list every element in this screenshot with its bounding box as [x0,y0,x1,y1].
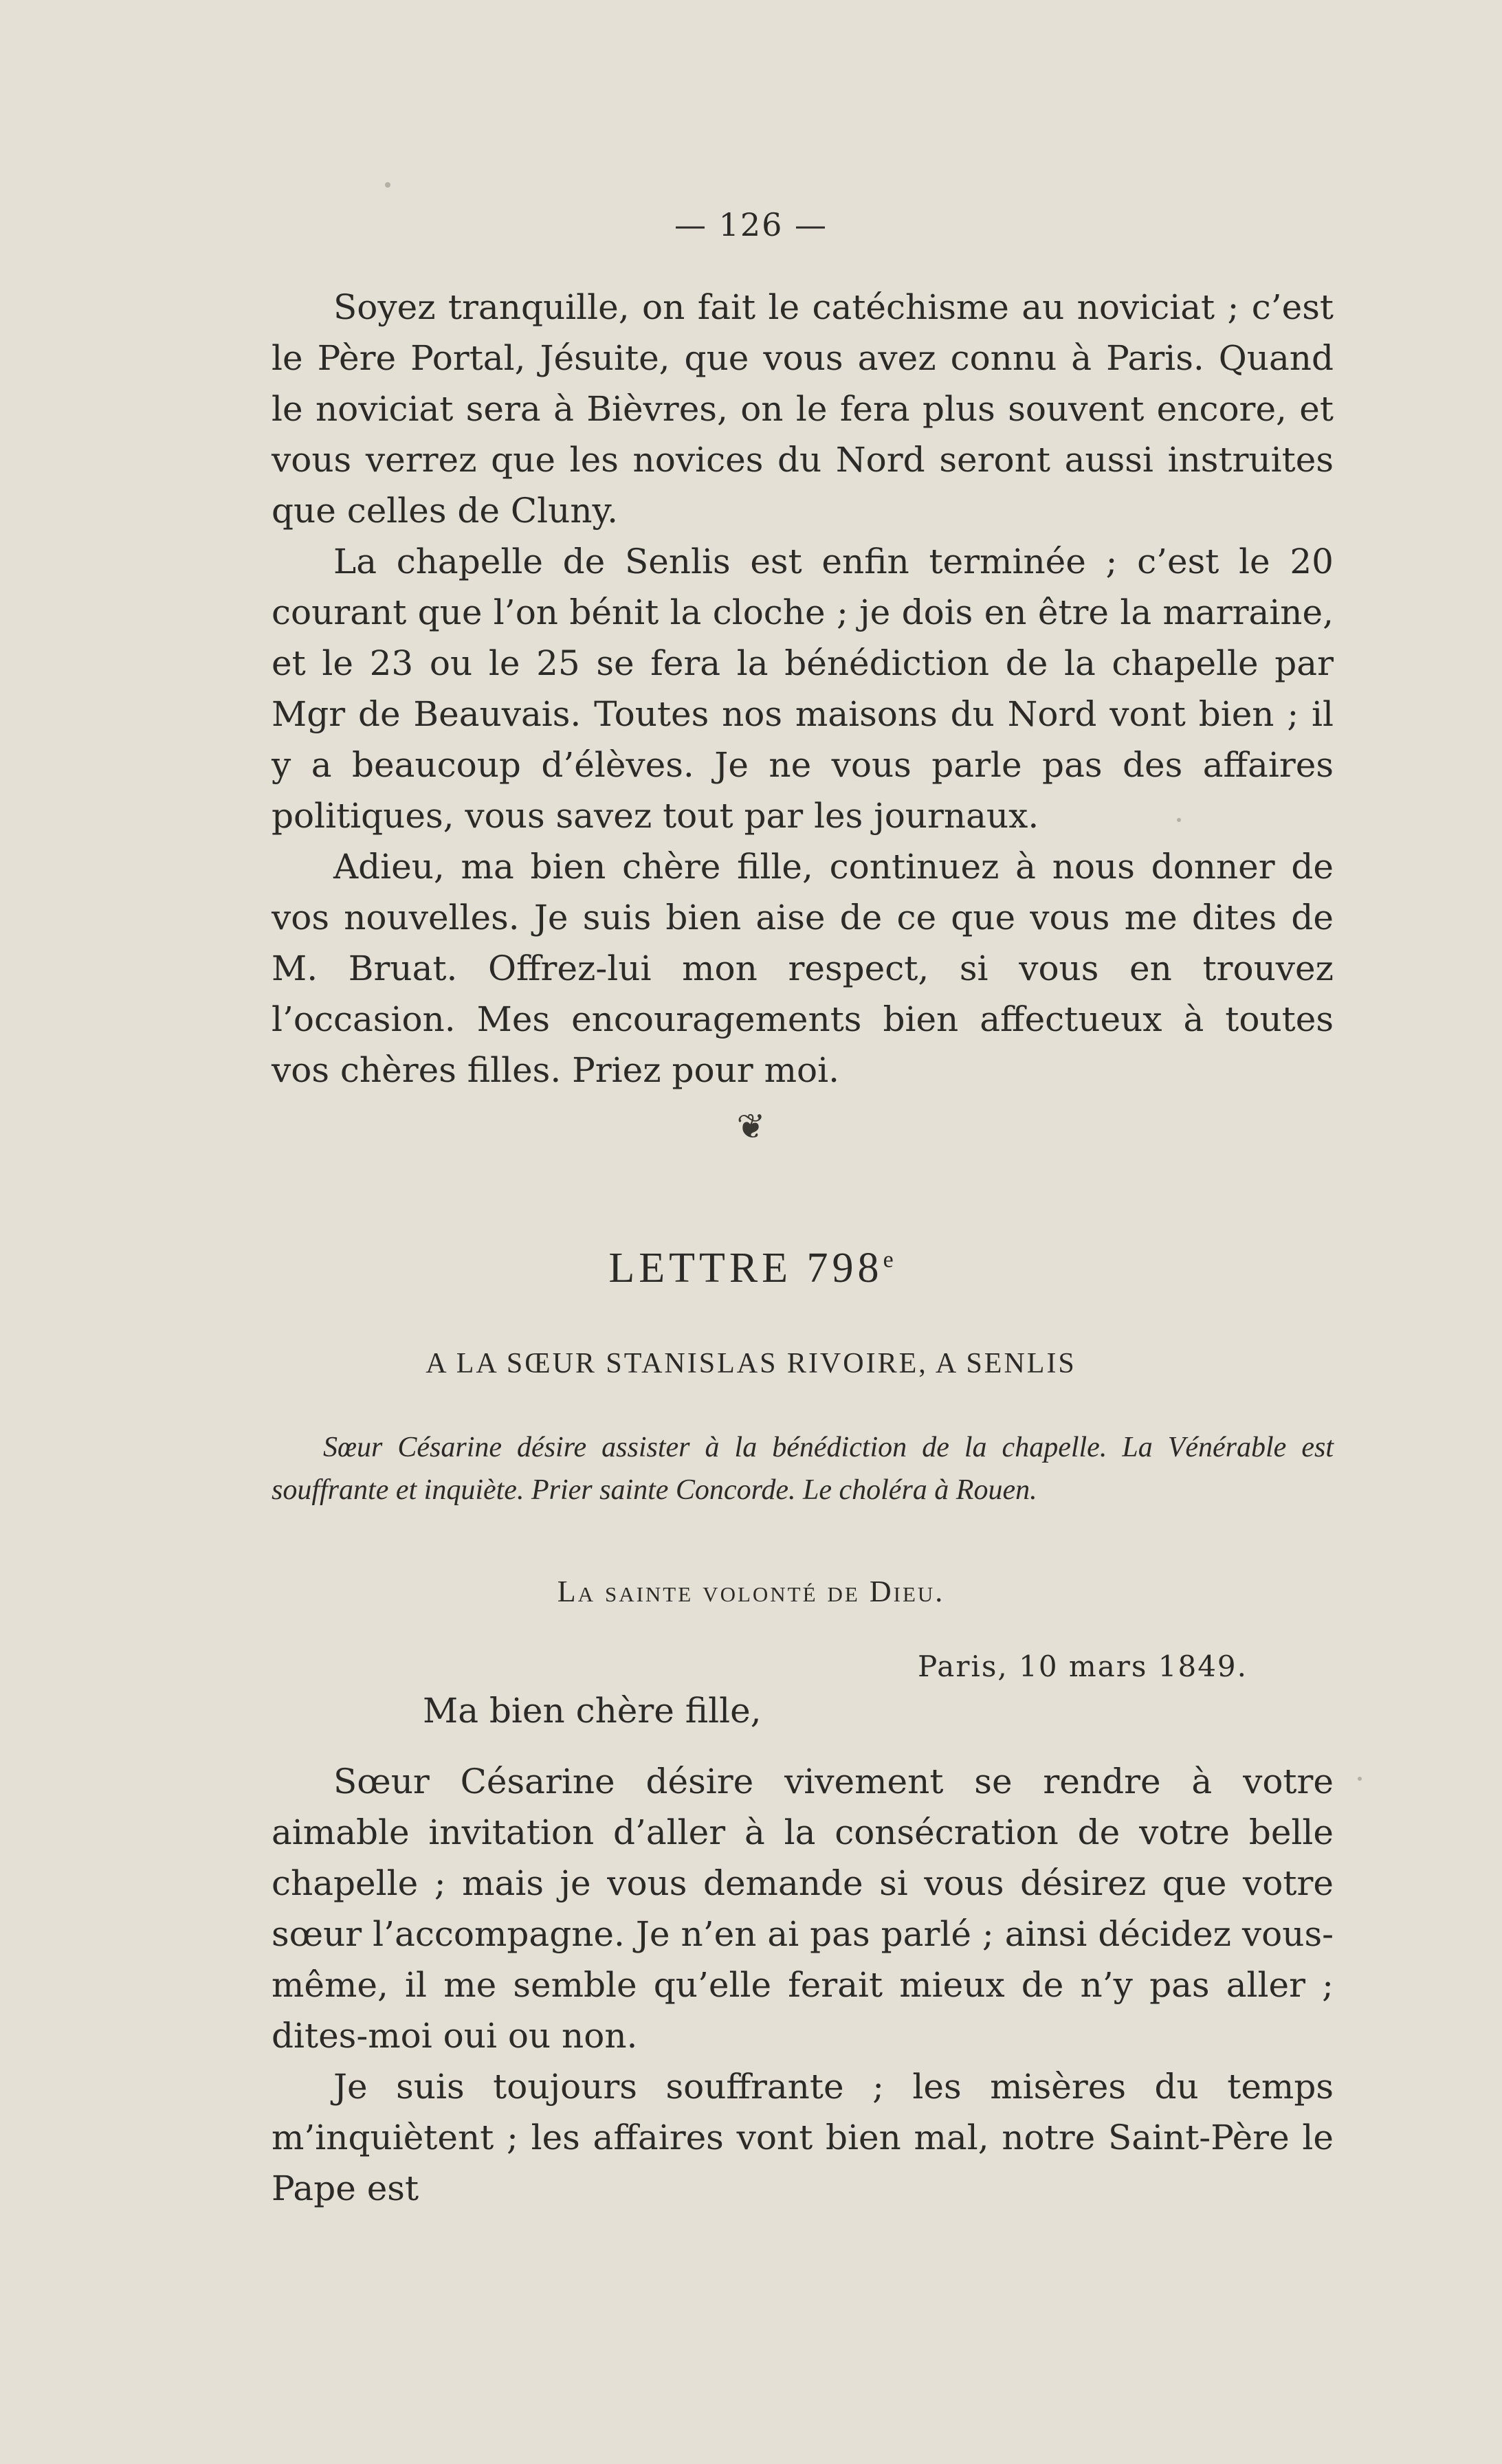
paragraph: Sœur Césarine désire vivement se rendre à votre aimable invitation d’aller à la consécration de votre belle chapelle ; mais je vous demande si vous désirez que votre sœur l’accompagne. Je n’en ai pas parlé ; ainsi décidez vous-même, il me semble qu’elle ferait mieux de n’y pas aller ; dites-moi oui ou non. [272,1762,1334,2056]
page-number: — 126 — [674,206,828,243]
letter-heading-text: LETTRE 798 [608,1245,883,1291]
motto-line: La sainte volonté de Dieu. [557,1575,945,1608]
paragraph: Soyez tranquille, on fait le catéchisme au noviciat ; c’est le Père Portal, Jésuite, que vous avez connu à Paris. Quand le noviciat sera à Bièvres, on le fera plus souvent encore, et vous verrez que les novices du Nord seront aussi instruites que celles de Cluny. [272,287,1334,531]
paper-speck [1358,1777,1362,1781]
letter-summary: Sœur Césarine désire assister à la bénédiction de la chapelle. La Vénérable est souffrante et inquiète. Prier sainte Concorde. Le choléra à Rouen. [272,1432,1334,1506]
letter-heading [0,1244,1502,1293]
letter-heading-superscript: e [883,1247,894,1273]
letter-body [272,1756,1334,2214]
letter-continuation [272,282,1334,1096]
addressee-line: A LA SŒUR STANISLAS RIVOIRE, A SENLIS [426,1348,1076,1379]
paragraph: Je suis toujours souffrante ; les misères du temps m’inquiètent ; les affaires vont bien mal, notre Saint-Père le Pape est [272,2067,1334,2208]
paper-speck [1177,818,1181,822]
fleuron-ornament-icon: ❦ [736,1107,766,1146]
paragraph: La chapelle de Senlis est enfin terminée ; c’est le 20 courant que l’on bénit la cloche ; je dois en être la marraine, et le 23 ou le 25 se fera la bénédiction de la chapelle par Mgr de Beauvais. Toutes nos maisons du Nord vont bien ; il y a beaucoup d’élèves. Je ne vous parle pas des affaires politiques, vous savez tout par les journaux. [272,542,1334,836]
paper-speck [385,182,390,188]
salutation: Ma bien chère fille, [423,1691,762,1731]
dateline: Paris, 10 mars 1849. [917,1650,1248,1683]
paragraph: Adieu, ma bien chère fille, continuez à nous donner de vos nouvelles. Je suis bien aise de ce que vous me dites de M. Bruat. Offrez-lui mon respect, si vous en trouvez l’occasion. Mes encouragements bien affectueux à toutes vos chères filles. Priez pour moi. [272,847,1334,1090]
